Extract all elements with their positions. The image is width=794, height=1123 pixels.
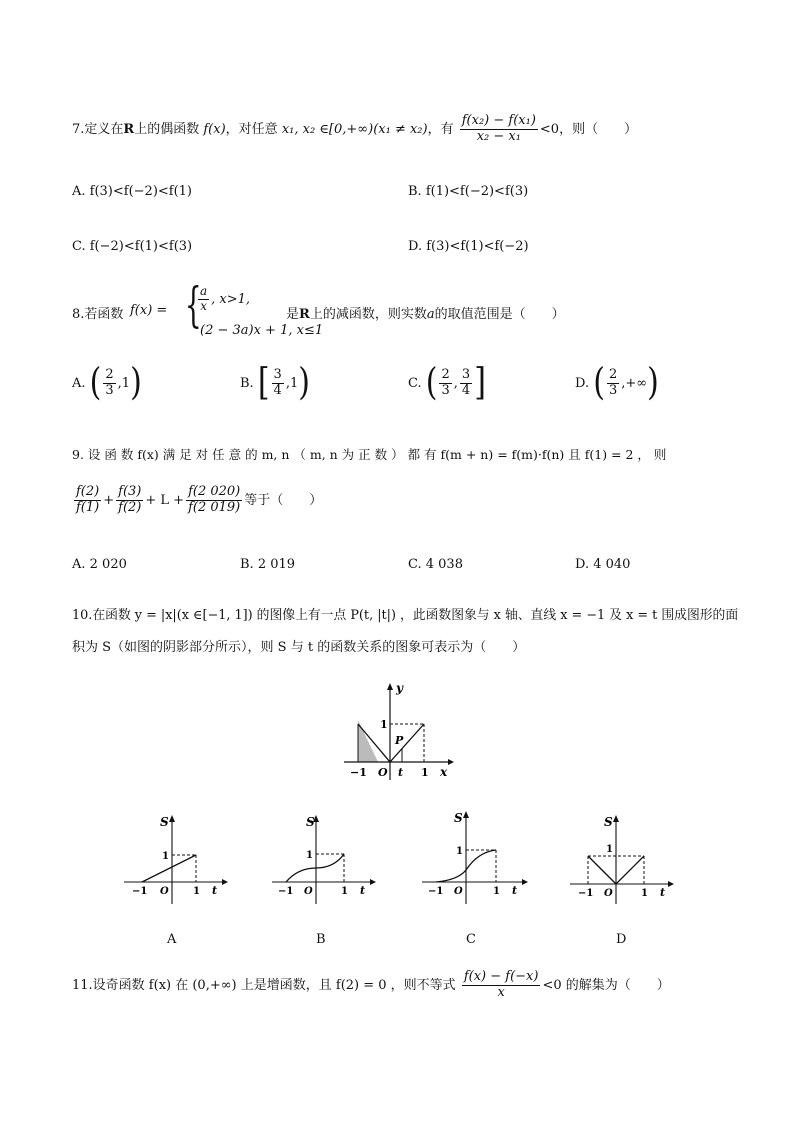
q9-line1: 9. 设 函 数 f(x) 满 足 对 任 意 的 m, n （ m, n 为 正 数 ） 都 有 f(m + n) = f(m)·f(n) 且 f(1) = 2 ， 则 [72, 447, 667, 462]
q10-label-b[interactable]: B [316, 932, 326, 947]
q11-stem-a: 11.设奇函数 f(x) 在 (0,+∞) 上是增函数，且 f(2) = 0 ，则不等式 [72, 977, 456, 993]
q8-d-close: ) [647, 360, 659, 405]
q8-option-c[interactable]: C. ( $\frac{2}{3}$ , $\frac{3}{4}$ ] [408, 360, 486, 405]
q8-option-a[interactable] [72, 360, 142, 405]
q8-c-den2: 4 [461, 382, 471, 398]
q9-f3-num: f(2 020) [188, 484, 241, 499]
q8-R: R [299, 307, 310, 322]
graph-b-O: O [304, 886, 313, 897]
graph-d-O: O [604, 888, 613, 899]
arrow-icon [222, 879, 228, 885]
q7-stem-e: <0，则（ ） [539, 121, 638, 137]
graph-b-one: 1 [306, 850, 313, 861]
graph-a-m1: −1 [132, 886, 148, 897]
q9-option-d[interactable]: D. 4 040 [575, 557, 631, 572]
q7-option-d[interactable]: D. f(3)<f(1)<f(−2) [408, 239, 529, 254]
graph-a-t: t [212, 884, 218, 897]
q11-frac-den: x [497, 984, 505, 1000]
q8-stem-a: 8.若函数 [72, 307, 124, 322]
q9-option-b[interactable]: B. 2 019 [240, 557, 296, 572]
graph-c-t: t [512, 884, 518, 897]
q9-plus2: + L + [145, 492, 185, 508]
q7-stem-d: ，有 [427, 121, 454, 137]
q8-case1-den: x [200, 298, 207, 313]
q8-tail [286, 303, 565, 322]
q9-tail: 等于（ ） [244, 492, 323, 508]
q7-stem-c: ，对任意 [225, 121, 278, 137]
q9-f1-den: f(1) [76, 499, 100, 515]
q10-graph-d[interactable] [566, 812, 676, 908]
q7-option-a[interactable]: A. f(3)<f(−2)<f(1) [72, 184, 193, 199]
main-m1: −1 [350, 766, 367, 779]
graph-d-one-x: 1 [641, 888, 648, 899]
q10-graph-b[interactable] [268, 812, 378, 908]
graph-c-S: S [454, 811, 463, 825]
graph-b-t: t [360, 884, 366, 897]
q7-cond: x₁, x₂ ∈[0,+∞)(x₁ ≠ x₂) [281, 121, 428, 137]
q11-frac-num: f(x) − f(−x) [463, 969, 539, 984]
q11-stem [72, 970, 670, 1001]
q8-b-num: 3 [273, 367, 282, 382]
arrow-icon [522, 879, 528, 885]
q11-stem-b: <0 的解集为（ ） [542, 977, 670, 993]
main-x-label: x [440, 765, 448, 779]
q8-a-close: ) [130, 360, 142, 405]
graph-c-O: O [454, 886, 463, 897]
q10-label-d[interactable]: D [616, 932, 627, 947]
main-O: O [378, 766, 388, 779]
main-t: t [398, 766, 404, 779]
q7-stem-b: 上的偶函数 [134, 121, 200, 137]
q10-main-figure [338, 680, 458, 790]
q8-case2: (2 − 3a)x + 1, x≤1 [200, 323, 324, 338]
graph-a-one: 1 [162, 851, 169, 862]
q8-b-close: ) [298, 360, 310, 405]
q9-f3-den: f(2 019) [188, 499, 241, 515]
graph-d-left [588, 856, 616, 884]
q8-option-b[interactable] [240, 360, 310, 405]
main-P: P [395, 734, 404, 747]
graph-a-S: S [160, 815, 169, 829]
q8-d-num: 2 [608, 367, 618, 382]
q8-stem-c: 上的减函数，则实数 [309, 307, 427, 322]
q7-frac-num: f(x₂) − f(x₁) [461, 113, 536, 128]
q8-case1-num: a [200, 284, 208, 298]
q8-a-tail: ,1 [117, 375, 131, 391]
q7-stem-a: 7.定义在 [72, 121, 124, 137]
graph-c-one: 1 [456, 846, 463, 857]
q8-stem-b: 是 [286, 307, 300, 322]
y-arrow-icon [387, 683, 393, 690]
q9-f1-num: f(2) [76, 484, 100, 499]
q8-d-label: D. [575, 375, 590, 391]
graph-d-t: t [660, 886, 666, 899]
q7-fraction [460, 114, 538, 145]
q8-a-den: 3 [105, 382, 114, 398]
q10-label-c[interactable]: C [466, 932, 476, 947]
q7-R: R [123, 121, 135, 137]
arrow-icon [370, 879, 376, 885]
graph-d-one: 1 [606, 844, 613, 855]
q9-f2-num: f(3) [118, 484, 142, 499]
q8-brace: { [184, 277, 202, 333]
q8-b-den: 4 [273, 382, 282, 398]
q9-f2-den: f(2) [118, 499, 142, 515]
graph-d-m1: −1 [578, 888, 594, 899]
q8-d-den: 3 [608, 382, 618, 398]
graph-b-S: S [306, 815, 315, 829]
q10-line2: 积为 S（如图的阴影部分所示），则 S 与 t 的函数关系的图象可表示为（ ） [72, 640, 526, 655]
q9-option-c[interactable]: C. 4 038 [408, 557, 463, 572]
graph-d-S: S [604, 815, 613, 829]
q8-a: a [426, 307, 435, 322]
graph-c-m1: −1 [428, 886, 444, 897]
q8-stem-d: 的取值范围是（ ） [434, 307, 565, 322]
q10-line1: 10.在函数 y = |x|(x ∈[−1, 1]) 的图像上有一点 P(t, |t|) ，此函数图象与 x 轴、直线 x = −1 及 x = t 围成图形的面 [72, 608, 739, 623]
q8-c-num1: 2 [441, 367, 450, 382]
q9-line2 [72, 485, 322, 516]
q9-plus1: + [103, 492, 115, 508]
q8-c-den1: 3 [441, 382, 450, 398]
q8-b-open: [ [257, 360, 270, 405]
q10-graph-a[interactable] [120, 812, 230, 908]
graph-a-one-x: 1 [193, 886, 200, 897]
graph-a-line [142, 855, 196, 882]
main-one-x: 1 [421, 766, 429, 779]
q8-a-label: A. [72, 375, 86, 391]
graph-a-O: O [160, 886, 169, 897]
q8-d-open: ( [593, 360, 605, 405]
q8-c-close: ] [474, 360, 486, 405]
q8-a-open: ( [89, 360, 102, 405]
q8-b-tail: ,1 [285, 375, 299, 391]
q7-stem [72, 114, 637, 145]
arrow-icon [668, 881, 674, 887]
q8-fx: f(x) = [130, 303, 168, 318]
q8-a-num: 2 [105, 367, 114, 382]
q7-option-c[interactable]: C. f(−2)<f(1)<f(3) [72, 239, 193, 254]
arrow-icon [613, 815, 619, 822]
shaded-area [358, 720, 378, 762]
q8-c-label: C. [408, 375, 422, 391]
q7-frac-den: x₂ − x₁ [476, 128, 521, 144]
q8-c-open: ( [425, 360, 438, 405]
graph-b-m1: −1 [278, 886, 294, 897]
x-arrow-icon [448, 759, 454, 765]
main-one-y: 1 [380, 718, 388, 731]
arrow-icon [169, 815, 175, 822]
q8-c-num2: 3 [461, 367, 471, 382]
main-y-label: y [396, 681, 403, 695]
graph-b-curve [286, 854, 344, 882]
q8-case1 [196, 285, 250, 314]
graph-c-one-x: 1 [493, 886, 500, 897]
q7-option-b[interactable]: B. f(1)<f(−2)<f(3) [408, 184, 529, 199]
graph-d-right [616, 856, 644, 884]
q10-label-a[interactable]: A [167, 932, 177, 947]
arrow-icon [463, 811, 469, 818]
q7-fx: f(x) [203, 121, 226, 137]
q8-d-tail: ,+∞ [621, 375, 648, 391]
q9-option-a[interactable]: A. 2 020 [72, 557, 127, 572]
q8-b-label: B. [240, 375, 254, 391]
q8-case1-cond: , x>1, [211, 291, 251, 307]
graph-b-one-x: 1 [341, 886, 348, 897]
q8-option-d[interactable] [575, 360, 659, 405]
q10-graph-c[interactable] [418, 808, 530, 908]
